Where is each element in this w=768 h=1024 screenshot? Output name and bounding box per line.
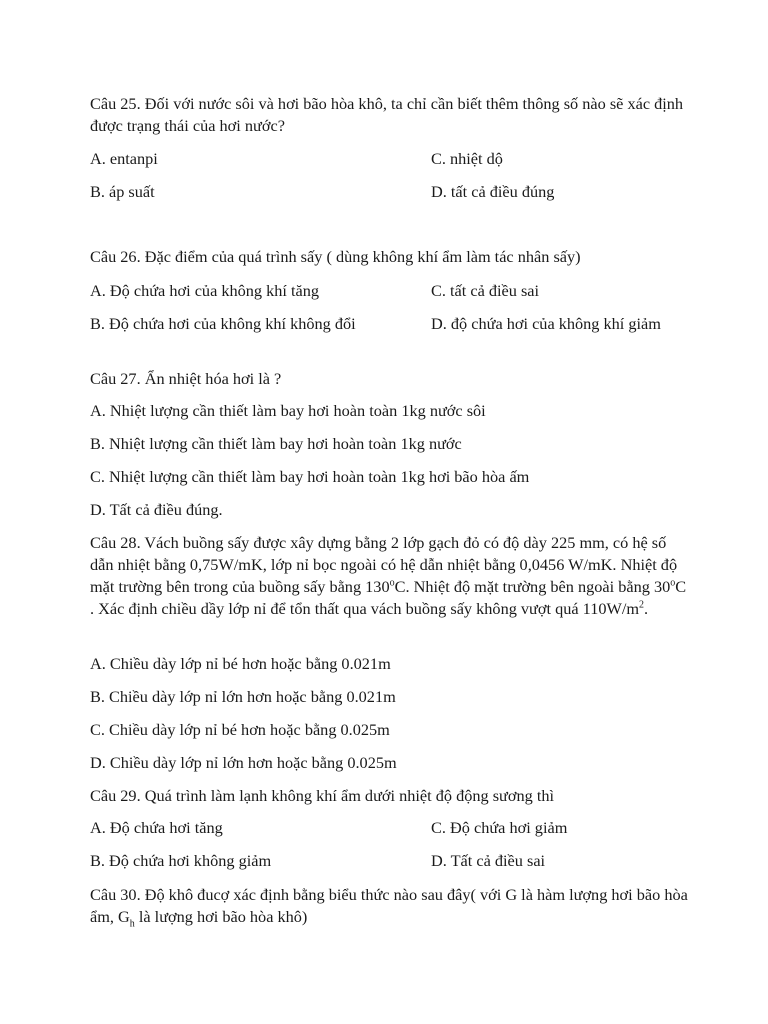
- question-25-stem: Câu 25. Đối với nước sôi và hơi bão hòa khô, ta chỉ cần biết thêm thông số nào sẽ xác định được trạng thái của hơi nước?: [90, 94, 684, 135]
- question-28-option-d: D. Chiều dày lớp nỉ lớn hơn hoặc bằng 0.025m: [90, 753, 397, 772]
- question-29-option-d: D. Tất cả điều sai: [431, 851, 546, 870]
- question-28-stem-part-4: .: [644, 599, 649, 618]
- question-28-option-a: A. Chiều dày lớp nỉ bé hơn hoặc bằng 0.021m: [90, 654, 391, 673]
- question-30-stem-part-1: Câu 30. Độ khô đucợ xác định bằng biểu thức nào sau đây( với G là hàm lượng hơi bão hòa ẩm, G: [90, 885, 688, 926]
- degree-symbol: o: [670, 577, 676, 589]
- question-28-stem-part-2: C. Nhiệt độ mặt trường bên ngoài bằng 30: [394, 577, 671, 596]
- question-28-stem-part-1: Câu 28. Vách buồng sấy được xây dựng bằng 2 lớp gạch đỏ có độ dày 225 mm, có hệ số dẫn nhiệt bằng 0,75W/mK, lớp nỉ bọc ngoài có hệ dẫn nhiệt bằng 0,0456 W/mK. Nhiệt độ mặt trường bên trong của buồng sấy bằng 130: [90, 533, 678, 596]
- degree-symbol: o: [389, 577, 395, 589]
- question-27-option-b: B. Nhiệt lượng cần thiết làm bay hơi hoàn toàn 1kg nước: [90, 434, 462, 453]
- question-28-stem: [90, 532, 690, 620]
- question-25-option-a: A. entanpi: [90, 149, 158, 168]
- question-28-option-b: B. Chiều dày lớp nỉ lớn hơn hoặc bằng 0.021m: [90, 687, 396, 706]
- question-29-stem: Câu 29. Quá trình làm lạnh không khí ẩm dưới nhiệt độ động sương thì: [90, 786, 555, 805]
- question-26-option-c: C. tất cả điều sai: [431, 281, 540, 300]
- question-30-stem-part-2: là lượng hơi bão hòa khô): [134, 907, 308, 926]
- question-26-option-a: A. Độ chứa hơi của không khí tăng: [90, 281, 320, 300]
- question-29-option-a: A. Độ chứa hơi tăng: [90, 818, 223, 837]
- squared-symbol: 2: [639, 599, 645, 611]
- question-28-option-c: C. Chiều dày lớp nỉ bé hơn hoặc bằng 0.025m: [90, 720, 390, 739]
- question-29-option-c: C. Độ chứa hơi giảm: [431, 818, 568, 837]
- question-26-option-d: D. độ chứa hơi của không khí giảm: [431, 314, 661, 333]
- question-27-stem: Câu 27. Ẩn nhiệt hóa hơi là ?: [90, 369, 282, 388]
- question-26-option-b: B. Độ chứa hơi của không khí không đổi: [90, 314, 356, 333]
- subscript-h: h: [129, 918, 135, 930]
- question-30-stem: [90, 884, 690, 928]
- question-25-option-c: C. nhiệt dộ: [431, 149, 503, 168]
- question-25-option-b: B. áp suất: [90, 182, 155, 201]
- question-27-option-a: A. Nhiệt lượng cần thiết làm bay hơi hoàn toàn 1kg nước sôi: [90, 401, 486, 420]
- question-25-option-d: D. tất cả điều đúng: [431, 182, 555, 201]
- question-27-option-c: C. Nhiệt lượng cần thiết làm bay hơi hoàn toàn 1kg hơi bão hòa ấm: [90, 467, 530, 486]
- question-29-option-b: B. Độ chứa hơi không giảm: [90, 851, 272, 870]
- question-27-option-d: D. Tất cả điều đúng.: [90, 500, 223, 519]
- question-28-stem-part-3: C . Xác định chiều dầy lớp nỉ để tổn thất qua vách buồng sấy không vượt quá 110W/m: [90, 577, 687, 618]
- question-26-stem: Câu 26. Đặc điểm của quá trình sấy ( dùng không khí ẩm làm tác nhân sấy): [90, 247, 581, 266]
